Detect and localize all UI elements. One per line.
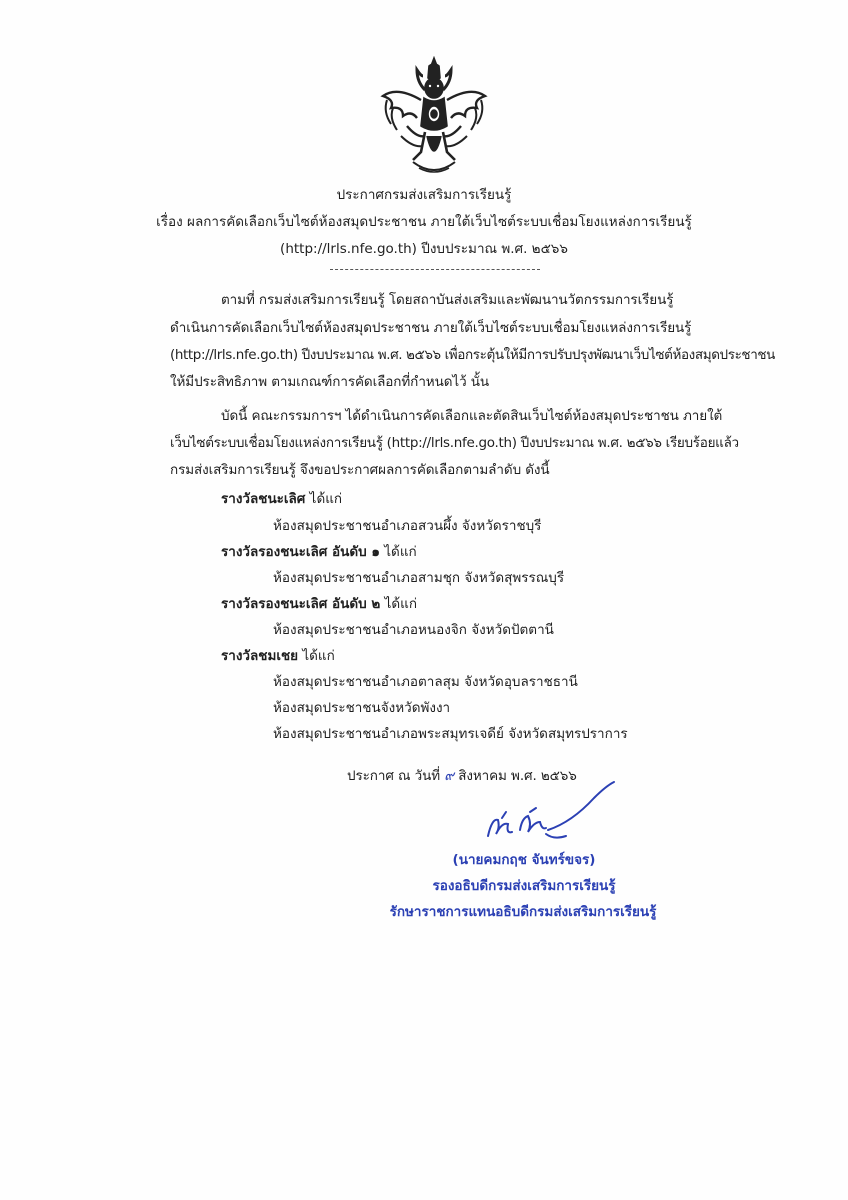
award-runner-up-1-heading — [221, 542, 417, 562]
garuda-emblem-icon — [377, 56, 491, 178]
award-winner-item: ห้องสมุดประชาชนอำเภอสวนผึ้ง จังหวัดราชบุรี — [273, 518, 542, 534]
paragraph1-line: (http://lrls.nfe.go.th) ปีงบประมาณ พ.ศ. ๒๕๖๖ เพื่อกระตุ้นให้มีการปรับปรุงพัฒนาเว็บไซต์ห้องสมุดประชาชน — [170, 347, 775, 363]
paragraph2-line: บัดนี้ คณะกรรมการฯ ได้ดำเนินการคัดเลือกและตัดสินเว็บไซต์ห้องสมุดประชาชน ภายใต้ — [221, 408, 723, 424]
award-runner-up-1-item: ห้องสมุดประชาชนอำเภอสามชุก จังหวัดสุพรรณบุรี — [273, 570, 565, 586]
announcement-subject: เรื่อง ผลการคัดเลือกเว็บไซต์ห้องสมุดประชาชน ภายใต้เว็บไซต์ระบบเชื่อมโยงแหล่งการเรียนรู้ — [156, 214, 692, 230]
award-suffix: ได้แก่ — [380, 596, 418, 612]
signatory-name: (นายคมกฤช จันทร์ขจร) — [452, 852, 596, 868]
award-winner-label: รางวัลชนะเลิศ — [221, 491, 306, 507]
signatory-acting-position: รักษาราชการแทนอธิบดีกรมส่งเสริมการเรียนรู้ — [389, 904, 657, 920]
award-honorable-heading — [221, 646, 335, 666]
announce-date-prefix: ประกาศ ณ วันที่ — [347, 768, 445, 784]
award-suffix: ได้แก่ — [305, 491, 343, 507]
award-suffix: ได้แก่ — [379, 544, 417, 560]
announce-date-rest: สิงหาคม พ.ศ. ๒๕๖๖ — [454, 768, 577, 784]
title-separator — [330, 269, 540, 270]
announcement-subject-url: (http://lrls.nfe.go.th) ปีงบประมาณ พ.ศ. ๒๕๖๖ — [280, 241, 568, 257]
award-honorable-item: ห้องสมุดประชาชนอำเภอพระสมุทรเจดีย์ จังหวัดสมุทรปราการ — [273, 726, 628, 742]
paragraph1-line: ตามที่ กรมส่งเสริมการเรียนรู้ โดยสถาบันส่งเสริมและพัฒนานวัตกรรมการเรียนรู้ — [221, 292, 674, 308]
paragraph2-line: กรมส่งเสริมการเรียนรู้ จึงขอประกาศผลการคัดเลือกตามลำดับ ดังนี้ — [170, 462, 550, 478]
paragraph2-line: เว็บไซต์ระบบเชื่อมโยงแหล่งการเรียนรู้ (http://lrls.nfe.go.th) ปีงบประมาณ พ.ศ. ๒๕๖๖ เรียบร้อยแล้ว — [170, 435, 739, 451]
award-winner-heading — [221, 489, 342, 509]
award-runner-up-2-heading — [221, 594, 417, 614]
award-honorable-label: รางวัลชมเชย — [221, 648, 299, 664]
award-runner-up-2-item: ห้องสมุดประชาชนอำเภอหนองจิก จังหวัดปัตตานี — [273, 622, 554, 638]
handwritten-signature — [482, 778, 622, 848]
announcement-title: ประกาศกรมส่งเสริมการเรียนรู้ — [336, 187, 512, 203]
award-honorable-item: ห้องสมุดประชาชนอำเภอตาลสุม จังหวัดอุบลราชธานี — [273, 674, 578, 690]
award-honorable-item: ห้องสมุดประชาชนจังหวัดพังงา — [273, 700, 451, 716]
award-suffix: ได้แก่ — [298, 648, 335, 664]
announce-date-day: ๙ — [444, 768, 454, 784]
paragraph1-line: ดำเนินการคัดเลือกเว็บไซต์ห้องสมุดประชาชน ภายใต้เว็บไซต์ระบบเชื่อมโยงแหล่งการเรียนรู้ — [170, 320, 692, 336]
signatory-position: รองอธิบดีกรมส่งเสริมการเรียนรู้ — [432, 878, 616, 894]
award-runner-up-2-label: รางวัลรองชนะเลิศ อันดับ ๒ — [221, 596, 381, 612]
paragraph1-line: ให้มีประสิทธิภาพ ตามเกณฑ์การคัดเลือกที่กำหนดไว้ นั้น — [170, 374, 490, 390]
award-runner-up-1-label: รางวัลรองชนะเลิศ อันดับ ๑ — [221, 544, 380, 560]
